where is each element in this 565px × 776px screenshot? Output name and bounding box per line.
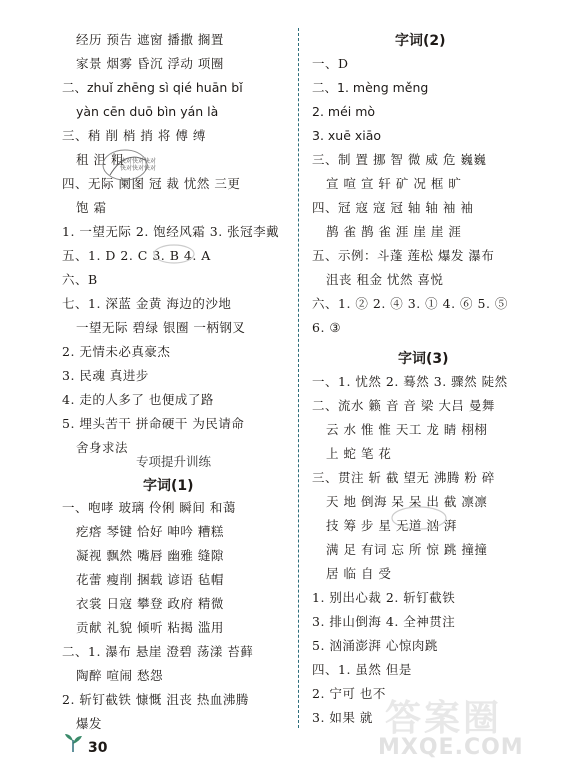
right-line: 天 地 倒海 呆 呆 出 截 凛凛 xyxy=(326,494,488,509)
leaf-icon xyxy=(62,732,84,754)
left-line: 陶醉 喧闹 愁怨 xyxy=(76,668,163,683)
right-line: 6. ③ xyxy=(312,320,342,335)
right-line: 一、D xyxy=(312,56,349,71)
left-line: yàn cēn duō bìn yán là xyxy=(76,104,219,119)
left-line: 一、咆哮 玻璃 伶俐 瞬间 和蔼 xyxy=(62,500,236,515)
right-line: 居 临 自 受 xyxy=(326,566,392,581)
left-line: 饱 霜 xyxy=(76,200,107,215)
watermark-brand: 答案圈 xyxy=(385,698,503,739)
column-divider xyxy=(298,28,299,728)
right-line: 技 筹 步 星 无道 汹 湃 xyxy=(326,518,457,533)
right-line: 3. xuē xiāo xyxy=(312,128,382,143)
left-line: 凝视 飘然 嘴唇 幽雅 缝隙 xyxy=(76,548,224,563)
left-line: 爆发 xyxy=(76,716,103,731)
left-line: 疙瘩 琴键 恰好 呻吟 糟糕 xyxy=(76,524,224,539)
right-line: 2. méi mò xyxy=(312,104,376,119)
right-line: 宣 喧 宣 轩 矿 况 框 旷 xyxy=(326,176,462,191)
right-line: 三、贯注 斩 截 望无 沸腾 粉 碎 xyxy=(312,470,495,485)
right-line: 3. 排山倒海 4. 全神贯注 xyxy=(312,614,456,629)
right-line: 鹊 雀 鹊 雀 涯 崖 崖 涯 xyxy=(326,224,462,239)
left-line: 衣裳 日寇 攀登 政府 精微 xyxy=(76,596,224,611)
right-line: 上 蛇 笔 花 xyxy=(326,446,392,461)
left-line: 4. 走的人多了 也便成了路 xyxy=(62,392,214,407)
left-line: 2. 斩钉截铁 慷慨 沮丧 热血沸腾 xyxy=(62,692,249,707)
left-line: 家景 烟雾 昏沉 浮动 项圈 xyxy=(76,56,224,71)
left-line: 贡献 礼貌 倾听 粘揭 滥用 xyxy=(76,620,224,635)
faint-stamp xyxy=(152,243,196,265)
left-line: 一望无际 碧绿 银圈 一柄钢叉 xyxy=(76,320,246,335)
right-line: 沮丧 租金 忧然 喜悦 xyxy=(326,272,444,287)
left-line: 租 沮 粗 xyxy=(76,152,124,167)
right-line: 四、1. 虽然 但是 xyxy=(312,662,412,677)
right-line: 一、1. 忧然 2. 蓦然 3. 骤然 陡然 xyxy=(312,374,508,389)
right-line: 2. 宁可 也不 xyxy=(312,686,386,701)
right-line: 1. 别出心裁 2. 斩钉截铁 xyxy=(312,590,456,605)
right-line: 三、制 置 挪 智 微 威 危 巍巍 xyxy=(312,152,487,167)
left-line: 三、稍 削 梢 捎 将 傅 缚 xyxy=(62,128,206,143)
watermark-url: MXQE.COM xyxy=(378,735,524,760)
right-line: 六、1. ② 2. ④ 3. ① 4. ⑥ 5. ⑤ xyxy=(312,296,508,311)
left-line: 1. 一望无际 2. 饱经风霜 3. 张冠李戴 xyxy=(62,224,280,239)
subsection-title-2: 字词(2) xyxy=(395,33,446,49)
right-line: 五、示例：斗蓬 莲松 爆发 瀑布 xyxy=(312,248,495,263)
right-line: 3. 如果 就 xyxy=(312,710,373,725)
left-line: 花蕾 瘦削 捆载 谚语 毡帽 xyxy=(76,572,224,587)
page-number: 30 xyxy=(88,740,108,756)
left-line: 5. 埋头苦干 拼命硬干 为民请命 xyxy=(62,416,245,431)
subsection-title-3: 字词(3) xyxy=(398,351,449,367)
left-line: 舍身求法 xyxy=(76,440,129,455)
left-line: 经历 预告 遮窗 播撒 搁置 xyxy=(76,32,224,47)
left-line: 四、无际 阑图 冠 裁 忧然 三更 xyxy=(62,176,241,191)
left-line: 五、1. D 2. C 3. B 4. A xyxy=(62,248,211,263)
right-line: 满 足 有词 忘 所 惊 跳 撞撞 xyxy=(326,542,488,557)
faint-stamp-2 xyxy=(390,505,448,531)
section-title: 专项提升训练 xyxy=(136,454,212,469)
right-line: 二、1. mèng měng xyxy=(312,80,429,95)
left-line: 七、1. 深蓝 金黄 海边的沙地 xyxy=(62,296,232,311)
right-line: 二、流水 籁 音 音 梁 大吕 曼舞 xyxy=(312,398,495,413)
left-line: 二、1. 瀑布 悬崖 澄碧 荡漾 苔藓 xyxy=(62,644,254,659)
stamp-text: 快对快对快对 快对快对快对 xyxy=(120,158,157,172)
left-line: 2. 无情未必真豪杰 xyxy=(62,344,171,359)
right-line: 云 水 惟 惟 天工 龙 睛 栩栩 xyxy=(326,422,488,437)
left-line: 六、B xyxy=(62,272,98,287)
left-line: 二、zhuǐ zhēng sì qié huān bǐ xyxy=(62,80,243,95)
right-line: 5. 汹涌澎湃 心惊肉跳 xyxy=(312,638,438,653)
right-line: 四、冠 寇 寇 冠 轴 轴 袖 袖 xyxy=(312,200,474,215)
left-line: 3. 民魂 真进步 xyxy=(62,368,149,383)
subsection-title-1: 字词(1) xyxy=(143,478,194,494)
